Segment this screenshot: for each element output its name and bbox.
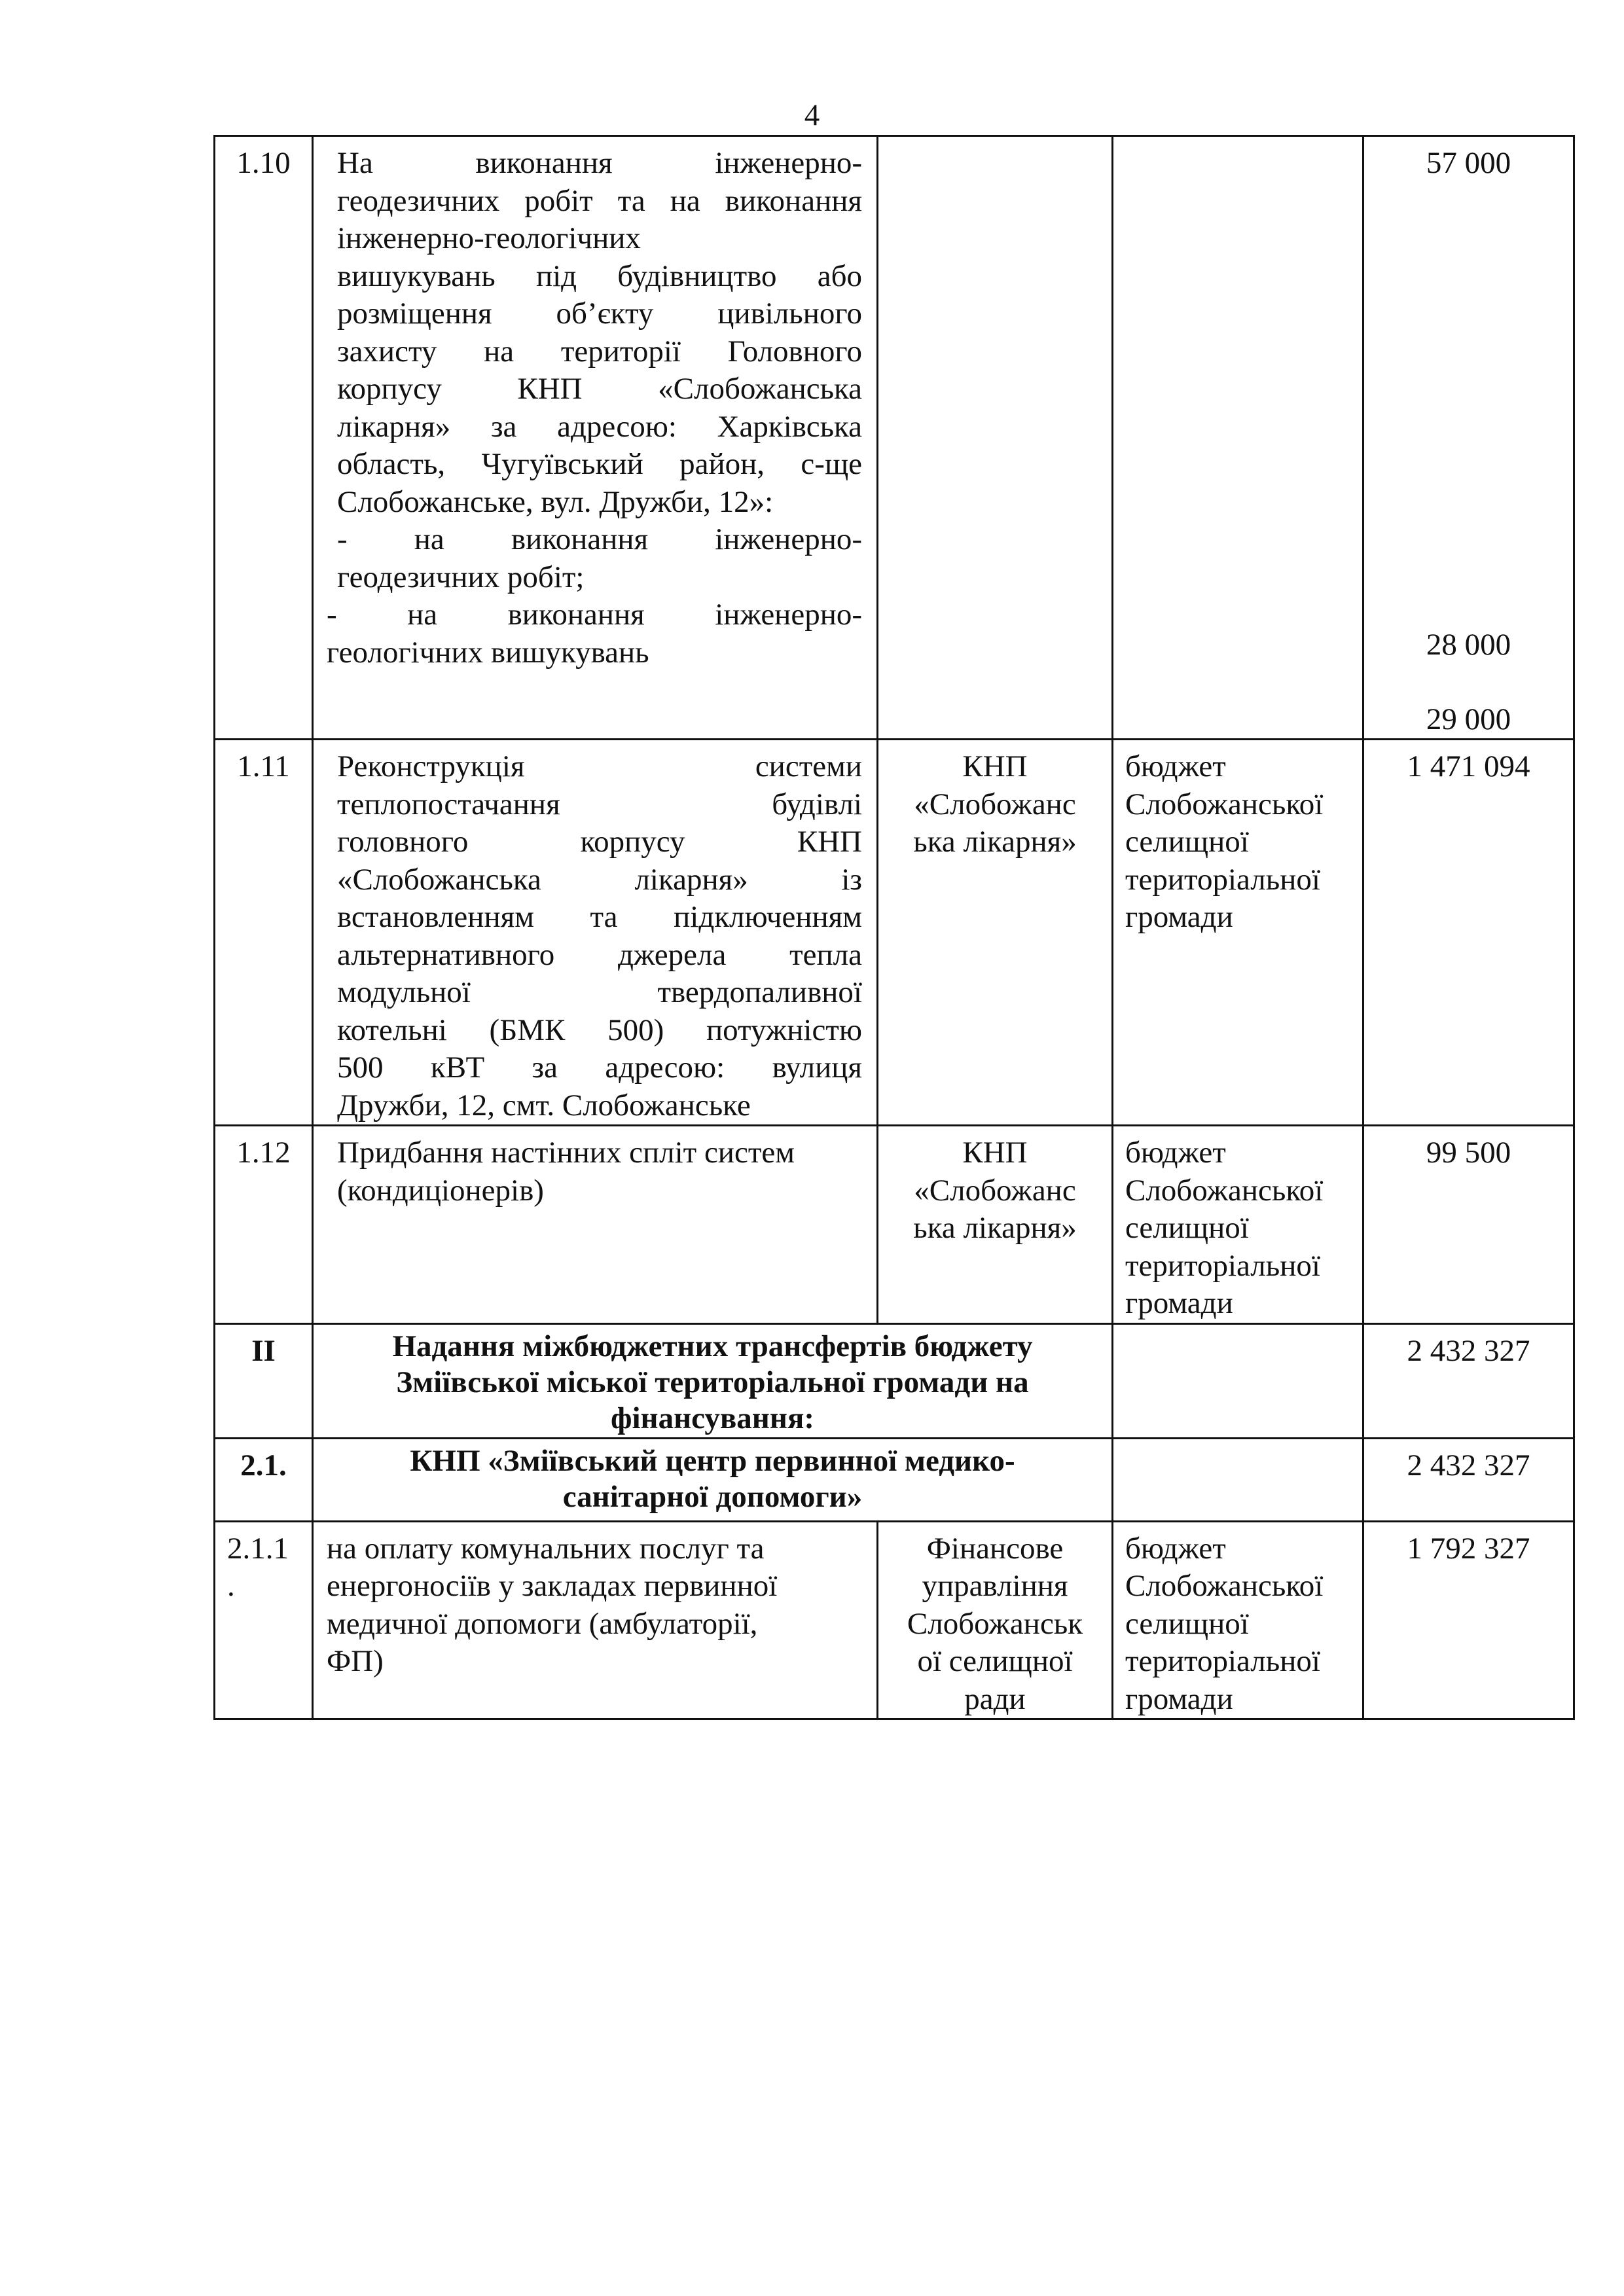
text-line: Дружби, 12, смт. Слобожанське [337, 1088, 751, 1122]
text-line: - на виконання інженерно- [327, 598, 862, 632]
text-line: Слобожанської [1125, 1173, 1324, 1208]
text-line: фінансування: [610, 1401, 815, 1435]
section-row [215, 1438, 1574, 1521]
text-line: вишукувань під будівництво або [337, 259, 862, 293]
text-line: управління [922, 1569, 1068, 1603]
text-line: «Слобожанс [914, 1173, 1076, 1208]
row-number: 1.10 [215, 136, 313, 740]
text-line: корпусу КНП «Слобожанська [337, 372, 862, 406]
text-line: 2.1.1 [227, 1531, 289, 1566]
text-line: Слобожанськ [907, 1606, 1083, 1641]
row-description [313, 1126, 878, 1324]
executor-cell [878, 1521, 1113, 1719]
text-line: захисту на території Головного [337, 334, 862, 368]
amount: 2 432 327 [1363, 1323, 1574, 1438]
table-row [215, 136, 1574, 740]
text-line: геологічних вишукувань [327, 635, 649, 670]
sub-amount: 29 000 [1426, 702, 1511, 736]
row-number: 1.11 [215, 740, 313, 1126]
section-number: 2.1. [215, 1438, 313, 1521]
text-line: Слобожанське, вул. Дружби, 12»: [337, 484, 774, 519]
row-description [313, 740, 878, 1126]
text-line: територіальної [1125, 1644, 1320, 1678]
table-row [215, 740, 1574, 1126]
text-line: лікарня» за адресою: Харківська [337, 409, 862, 444]
text-line: на оплату комунальних послуг та [327, 1531, 765, 1566]
text-line: головного корпусу КНП [337, 825, 862, 859]
text-line: громади [1125, 1681, 1233, 1716]
executor-cell [878, 1126, 1113, 1324]
row-number [215, 1521, 313, 1719]
text-line: 500 кВТ за адресою: вулиця [337, 1050, 862, 1085]
text-line: - на виконання інженерно- [337, 522, 862, 556]
text-line: котельні (БМК 500) потужністю [337, 1013, 862, 1047]
text-line: ька лікарня» [913, 1211, 1077, 1245]
source-cell [1113, 1323, 1363, 1438]
text-line: На виконання інженерно- [337, 146, 862, 180]
amount: 1 471 094 [1363, 740, 1574, 1126]
section-title [313, 1323, 1113, 1438]
text-line: геодезичних робіт та на виконання [337, 183, 862, 218]
text-line: Слобожанської [1125, 787, 1324, 821]
amount: 99 500 [1363, 1126, 1574, 1324]
text-line: селищної [1125, 825, 1249, 859]
text-line: розміщення об’єкту цивільного [337, 296, 862, 331]
text-line: ФП) [327, 1644, 384, 1678]
executor-cell [878, 740, 1113, 1126]
text-line: Слобожанської [1125, 1569, 1324, 1603]
text-line: ради [964, 1681, 1026, 1716]
text-line: селищної [1125, 1211, 1249, 1245]
text-line: бюджет [1125, 1531, 1226, 1566]
amount: 1 792 327 [1363, 1521, 1574, 1719]
source-cell [1113, 1438, 1363, 1521]
text-line: альтернативного джерела тепла [337, 937, 862, 972]
section-title [313, 1438, 1113, 1521]
text-line: «Слобожанс [914, 787, 1076, 821]
source-cell [1113, 1521, 1363, 1719]
text-line: інженерно-геологічних [337, 221, 641, 255]
text-line: геодезичних робіт; [337, 560, 585, 594]
text-line: бюджет [1125, 749, 1226, 783]
amount: 2 432 327 [1363, 1438, 1574, 1521]
text-line: енергоносіїв у закладах первинної [327, 1569, 778, 1603]
text-line: ої селищної [917, 1644, 1073, 1678]
source-cell [1113, 1126, 1363, 1324]
table-row [215, 1521, 1574, 1719]
text-line: область, Чугуївський район, с-ще [337, 447, 862, 481]
text-line: територіальної [1125, 862, 1320, 897]
section-row [215, 1323, 1574, 1438]
table-row [215, 1126, 1574, 1324]
text-line: теплопостачання будівлі [337, 787, 862, 821]
page-number: 4 [804, 98, 820, 132]
text-line: КНП «Зміївський центр первинної медико- [410, 1443, 1015, 1478]
text-line: «Слобожанська лікарня» із [337, 862, 862, 897]
amount-cell [1363, 136, 1574, 740]
text-line: селищної [1125, 1606, 1249, 1641]
section-number: II [215, 1323, 313, 1438]
sub-amount: 28 000 [1426, 628, 1511, 662]
text-line: КНП [962, 749, 1028, 783]
text-line: громади [1125, 1286, 1233, 1320]
budget-table [213, 135, 1575, 1720]
text-line: громади [1125, 900, 1233, 934]
source-cell [1113, 740, 1363, 1126]
source-cell [1113, 136, 1363, 740]
amount: 57 000 [1426, 146, 1511, 180]
text-line: КНП [962, 1136, 1028, 1170]
text-line: Надання міжбюджетних трансфертів бюджету [392, 1329, 1033, 1363]
text-line: модульної твердопаливної [337, 975, 862, 1009]
text-line: (кондиціонерів) [337, 1173, 544, 1208]
text-line: Фінансове [926, 1531, 1064, 1566]
text-line: Придбання настінних спліт систем [337, 1136, 795, 1170]
row-description [313, 136, 878, 740]
text-line: територіальної [1125, 1248, 1320, 1283]
row-number: 1.12 [215, 1126, 313, 1324]
text-line: ька лікарня» [913, 825, 1077, 859]
text-line: Зміївської міської територіальної громади на [396, 1365, 1029, 1399]
text-line: медичної допомоги (амбулаторії, [327, 1606, 758, 1641]
text-line: встановленням та підключенням [337, 900, 862, 934]
executor-cell [878, 136, 1113, 740]
text-line: санітарної допомоги» [562, 1479, 863, 1514]
text-line: Реконструкція системи [337, 749, 862, 783]
row-description [313, 1521, 878, 1719]
text-line: бюджет [1125, 1136, 1226, 1170]
text-line: . [227, 1569, 235, 1603]
